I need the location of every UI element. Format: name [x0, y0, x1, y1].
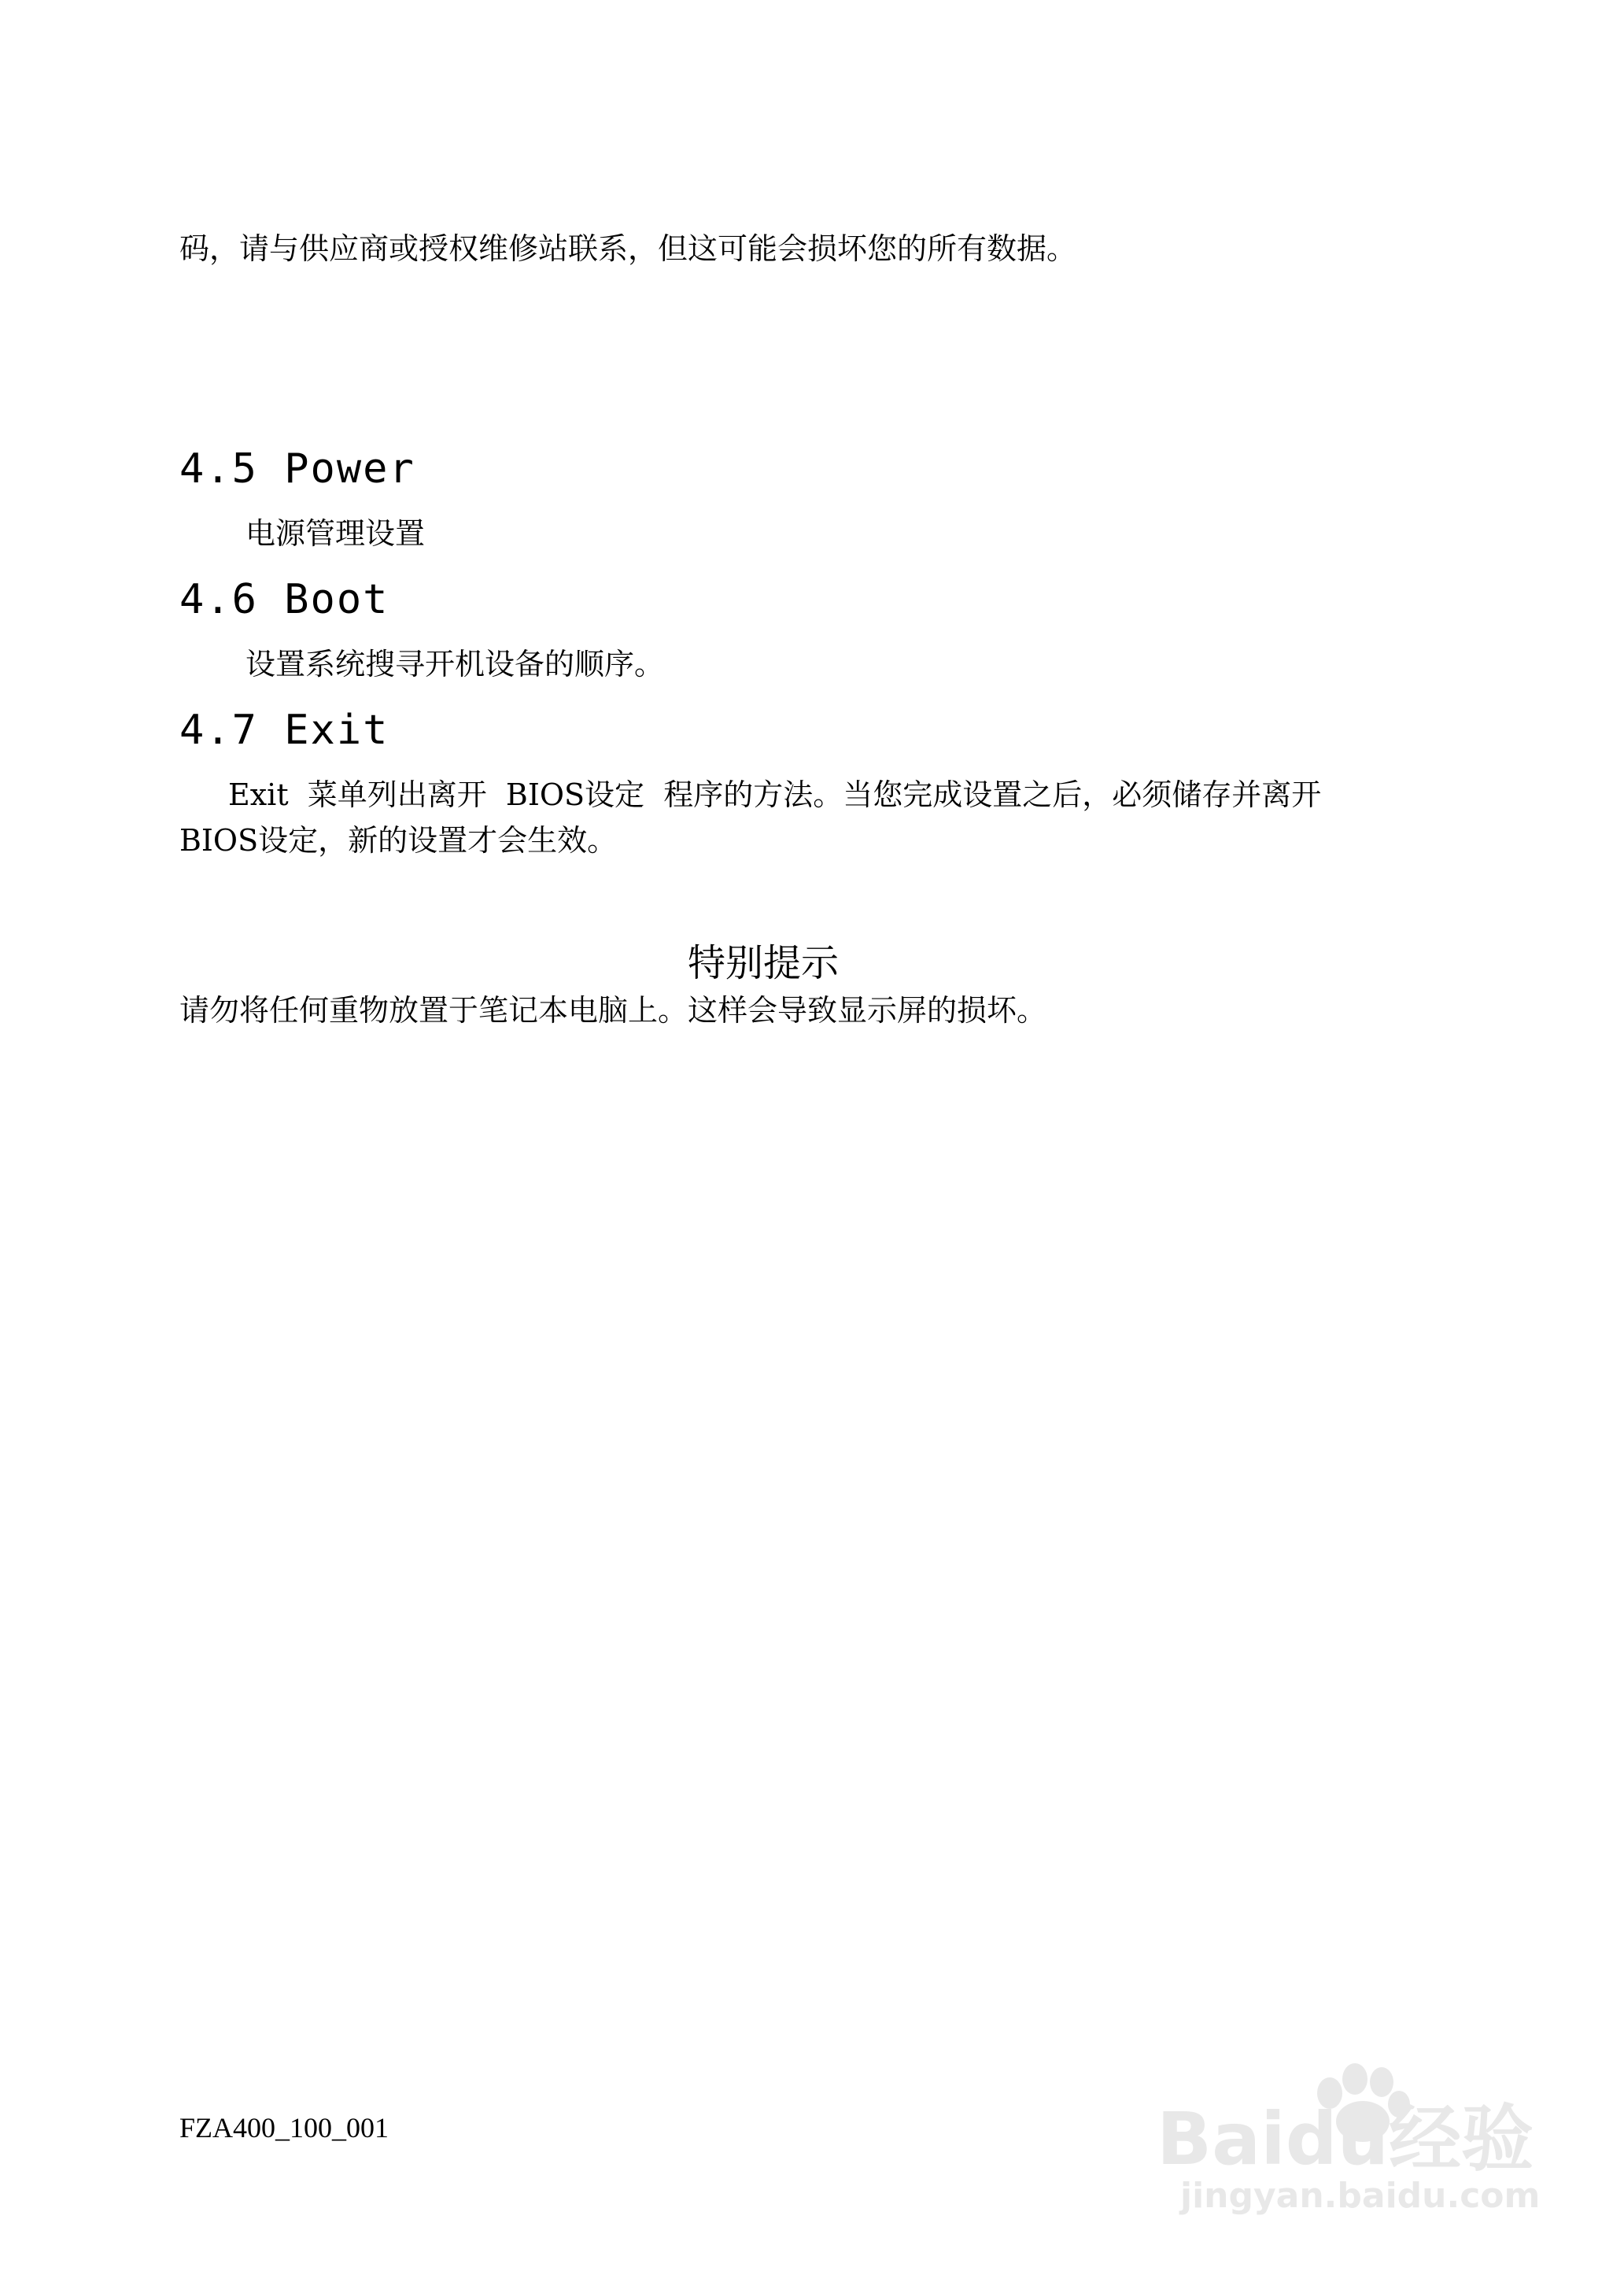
notice-text: 请勿将任何重物放置于笔记本电脑上。这样会导致显示屏的损坏。 — [179, 993, 1047, 1028]
baidu-jingyan-watermark — [1149, 2046, 1558, 2219]
section-body-exit-line1: Exit 菜单列出离开 BIOS设定 程序的方法。当您完成设置之后，必须储存并离开 — [228, 777, 1322, 812]
section-heading-boot: 4.6 Boot — [179, 576, 389, 623]
watermark-brand-text: Baidu经验 — [1157, 2097, 1534, 2181]
section-body-power: 电源管理设置 — [245, 516, 426, 551]
notice-title: 特别提示 — [687, 941, 839, 985]
section-heading-power: 4.5 Power — [179, 445, 415, 493]
intro-continuation-text: 码，请与供应商或授权维修站联系，但这可能会损坏您的所有数据。 — [179, 231, 1077, 266]
watermark-url-text: jingyan.baidu.com — [1180, 2176, 1541, 2216]
section-heading-exit: 4.7 Exit — [179, 707, 389, 754]
section-body-boot: 设置系统搜寻开机设备的顺序。 — [245, 647, 665, 681]
footer-doc-code: FZA400_100_001 — [179, 2112, 389, 2143]
section-body-exit-line2: BIOS设定，新的设置才会生效。 — [179, 823, 618, 858]
